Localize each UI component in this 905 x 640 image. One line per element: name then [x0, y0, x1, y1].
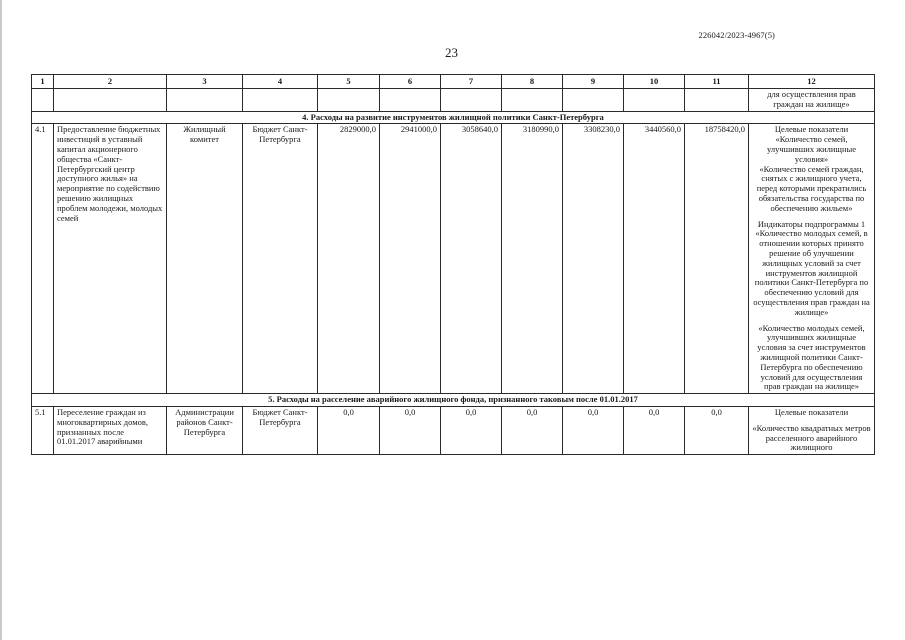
value-cell: 0,0	[563, 406, 624, 454]
row-number: 4.1	[32, 124, 54, 394]
value-cell: 0,0	[624, 406, 685, 454]
subprogram-indicator: «Количество молодых семей, в отношении которых принято решение об улучшении жилищных условий за счет инструментов жилищной политики Санкт-Петербурга по обеспечению условий для осуществления прав граждан на жилище»	[753, 228, 870, 317]
column-number: 4	[243, 75, 318, 89]
row-number: 5.1	[32, 406, 54, 454]
value-cell: 3058640,0	[441, 124, 502, 394]
section-5-row	[32, 394, 875, 407]
column-number-row	[32, 75, 875, 89]
indicators-cell	[749, 406, 875, 454]
section-4-row	[32, 111, 875, 124]
carry-over-text: для осуществления прав граждан на жилище»	[749, 89, 875, 112]
row-executor: Жилищный комитет	[167, 124, 243, 394]
value-total-cell: 0,0	[685, 406, 749, 454]
row-4-1	[32, 124, 875, 394]
column-number: 7	[441, 75, 502, 89]
column-number: 2	[54, 75, 167, 89]
section-5-title: 5. Расходы на расселение аварийного жилищного фонда, признанного таковым после 01.01.2017	[32, 394, 875, 407]
indicators-cell	[749, 124, 875, 394]
document-id: 226042/2023-4967(5)	[698, 30, 775, 40]
row-source: Бюджет Санкт-Петербурга	[243, 406, 318, 454]
column-number: 9	[563, 75, 624, 89]
row-name: Переселение граждан из многоквартирных домов, признанных после 01.01.2017 аварийными	[54, 406, 167, 454]
target-indicator: «Количество семей граждан, снятых с жилищного учета, перед которыми прекратились обязательства государства по обеспечению жильем»	[756, 163, 867, 213]
target-indicator: «Количество квадратных метров расселенного аварийного жилищного	[752, 422, 871, 453]
program-table	[31, 74, 875, 455]
value-cell: 0,0	[502, 406, 563, 454]
row-source: Бюджет Санкт-Петербурга	[243, 124, 318, 394]
subprogram-indicator: «Количество молодых семей, улучшивших жилищные условия за счет инструментов жилищной политики Санкт-Петербурга по обеспечению условий для осуществления прав граждан на жилище»	[757, 322, 866, 392]
column-number: 3	[167, 75, 243, 89]
value-cell: 3440560,0	[624, 124, 685, 394]
column-number: 12	[749, 75, 875, 89]
carry-over-row	[32, 89, 875, 112]
value-cell: 0,0	[318, 406, 380, 454]
column-number: 10	[624, 75, 685, 89]
target-indicator: «Количество семей, улучшивших жилищные условия»	[766, 134, 856, 164]
column-number: 1	[32, 75, 54, 89]
row-name: Предоставление бюджетных инвестиций в уставный капитал акционерного общества «Санкт-Петербургский центр доступного жилья» на мероприятие по содействию решению жилищных проблем молодежи, молодых семей	[54, 124, 167, 394]
targets-heading: Целевые показатели	[774, 406, 849, 417]
section-4-title: 4. Расходы на развитие инструментов жилищной политики Санкт-Петербурга	[32, 111, 875, 124]
indicators-heading: Индикаторы подпрограммы 1	[757, 218, 866, 229]
column-number: 11	[685, 75, 749, 89]
value-cell: 2829000,0	[318, 124, 380, 394]
value-total-cell: 18758420,0	[685, 124, 749, 394]
column-number: 6	[380, 75, 441, 89]
value-cell: 2941000,0	[380, 124, 441, 394]
targets-heading: Целевые показатели	[774, 124, 849, 135]
page-number: 23	[445, 45, 458, 60]
value-cell: 3180990,0	[502, 124, 563, 394]
value-cell: 3308230,0	[563, 124, 624, 394]
column-number: 8	[502, 75, 563, 89]
page-left-edge	[0, 0, 2, 640]
value-cell: 0,0	[441, 406, 502, 454]
row-5-1	[32, 406, 875, 454]
value-cell: 0,0	[380, 406, 441, 454]
row-executor: Администрации районов Санкт-Петербурга	[167, 406, 243, 454]
column-number: 5	[318, 75, 380, 89]
